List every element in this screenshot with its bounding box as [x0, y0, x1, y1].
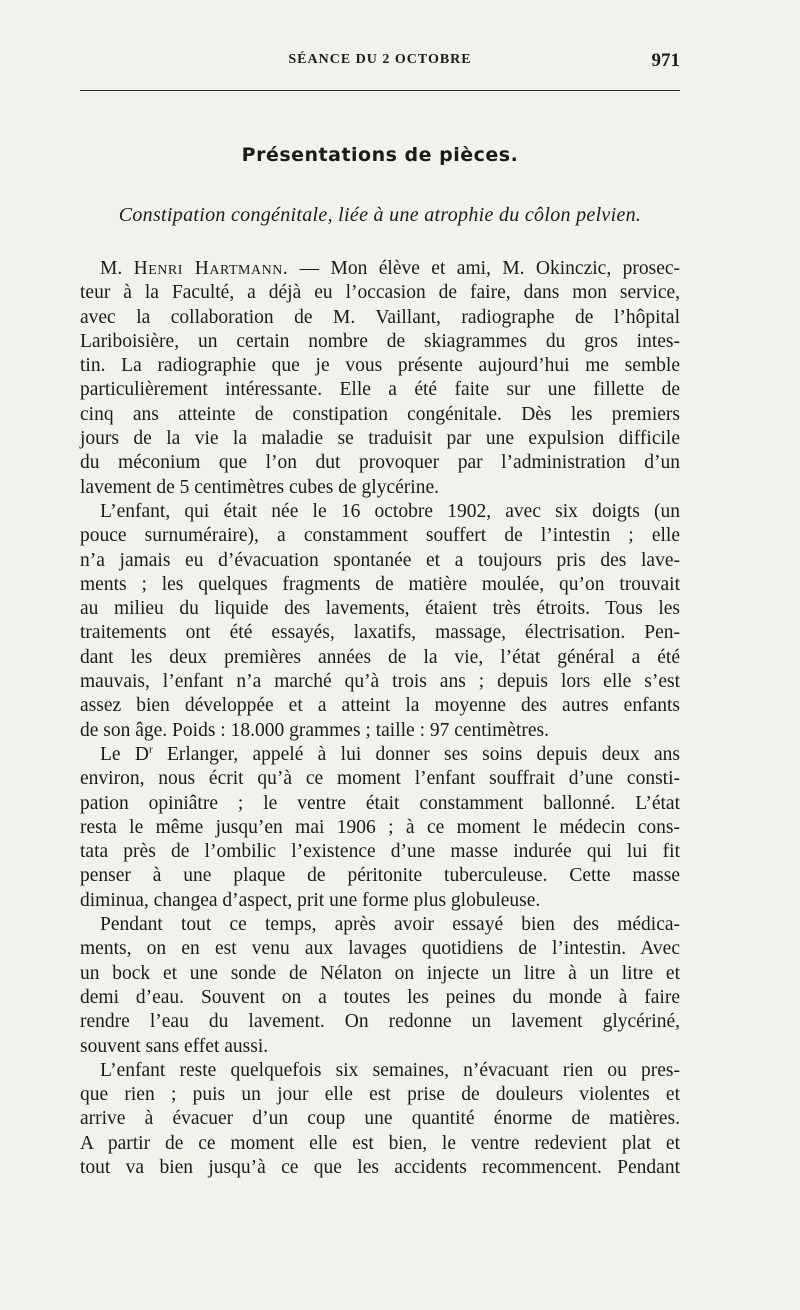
text-line: A partir de ce moment elle est bien, le ventre redevient plat et: [80, 1132, 680, 1154]
text-line: arrive à évacuer d’un coup une quantité énorme de matières.: [80, 1108, 680, 1130]
text-line: dant les deux premières années de la vie, l’état général a été: [80, 646, 680, 668]
text-line: penser à une plaque de péritonite tuberculeuse. Cette masse: [80, 865, 680, 887]
text-line: particulièrement intéressante. Elle a été faite sur une fillette de: [80, 379, 680, 401]
text-line: de son âge. Poids : 18.000 grammes ; taille : 97 centimètres.: [80, 719, 549, 741]
text-line: un bock et une sonde de Nélaton on injecte un litre à un litre et: [80, 962, 680, 984]
text-line: environ, nous écrit qu’à ce moment l’enfant souffrait d’une consti-: [80, 768, 680, 790]
superscript: r: [148, 743, 153, 756]
text-line: teur à la Faculté, a déjà eu l’occasion de faire, dans mon service,: [80, 282, 680, 304]
text-line: Le $D^r$ Erlanger, appelé à lui donner ses soins depuis deux ans: [100, 743, 680, 765]
header-rule: [80, 90, 680, 91]
text-line: avec la collaboration de M. Vaillant, radiographe de l’hôpital: [80, 306, 680, 328]
author-prefix: M.: [100, 258, 134, 279]
text-line: L’enfant, qui était née le 16 octobre 1902, avec six doigts (un: [100, 500, 680, 522]
text-line: tin. La radiographie que je vous présente aujourd’hui me semble: [80, 355, 680, 377]
text-line: n’a jamais eu d’évacuation spontanée et a toujours pris des lave-: [80, 549, 680, 571]
text-line: M. Henri Hartmann. — Mon élève et ami, M. Okinczic, prosec-: [100, 258, 680, 279]
text-line: Lariboisière, un certain nombre de skiagrammes du gros intes-: [80, 330, 680, 352]
text-line: ments ; les quelques fragments de matière moulée, qu’on trouvait: [80, 573, 680, 595]
text-line: assez bien développée et a atteint la moyenne des autres enfants: [80, 695, 680, 717]
text-line: souvent sans effet aussi.: [80, 1035, 269, 1057]
text-line: ments, on en est venu aux lavages quotidiens de l’intestin. Avec: [80, 938, 680, 960]
page-number: 971: [651, 50, 680, 71]
section-title: Présentations de pièces.: [241, 144, 519, 166]
text-line: pouce surnuméraire), a constamment souffert de l’intestin ; elle: [80, 525, 680, 547]
body-text: [80, 257, 680, 1180]
running-header: [80, 50, 680, 72]
text-line: resta le même jusqu’en mai 1906 ; à ce moment le médecin cons-: [80, 816, 680, 838]
text-line: traitements ont été essayés, laxatifs, massage, électrisation. Pen-: [80, 622, 680, 644]
text-line: mauvais, l’enfant n’a marché qu’à trois ans ; depuis lors elle s’est: [80, 671, 680, 693]
text-line: au milieu du liquide des lavements, étaient très étroits. Tous les: [80, 598, 680, 620]
text-line: L’enfant reste quelquefois six semaines, n’évacuant rien ou pres-: [100, 1059, 680, 1081]
text-line: demi d’eau. Souvent on a toutes les peines du monde à faire: [80, 986, 680, 1008]
text-line: du méconium que l’on dut provoquer par l’administration d’un: [80, 452, 680, 474]
text-line: cinq ans atteinte de constipation congénitale. Dès les premiers: [80, 403, 680, 425]
text-line: rendre l’eau du lavement. On redonne un lavement glycériné,: [80, 1011, 680, 1033]
text-line: Pendant tout ce temps, après avoir essayé bien des médica-: [100, 914, 680, 936]
text-line: tout va bien jusqu’à ce que les accidents recommencent. Pendant: [80, 1156, 680, 1178]
author-name: Henri Hartmann.: [133, 258, 289, 279]
article-subtitle: Constipation congénitale, liée à une atrophie du côlon pelvien.: [118, 204, 642, 226]
text-line: pation opiniâtre ; le ventre était constamment ballonné. L’état: [80, 792, 680, 814]
text-line: tata près de l’ombilic l’existence d’une masse indurée qui lui fit: [80, 841, 680, 863]
text-line: jours de la vie la maladie se traduisit par une expulsion difficile: [80, 428, 680, 450]
text-line: lavement de 5 centimètres cubes de glycérine.: [80, 476, 439, 498]
running-title: SÉANCE DU 2 OCTOBRE: [288, 52, 472, 67]
text-line: que rien ; puis un jour elle est prise de douleurs violentes et: [80, 1084, 680, 1106]
text-line: diminua, changea d’aspect, prit une forme plus globuleuse.: [80, 889, 541, 911]
